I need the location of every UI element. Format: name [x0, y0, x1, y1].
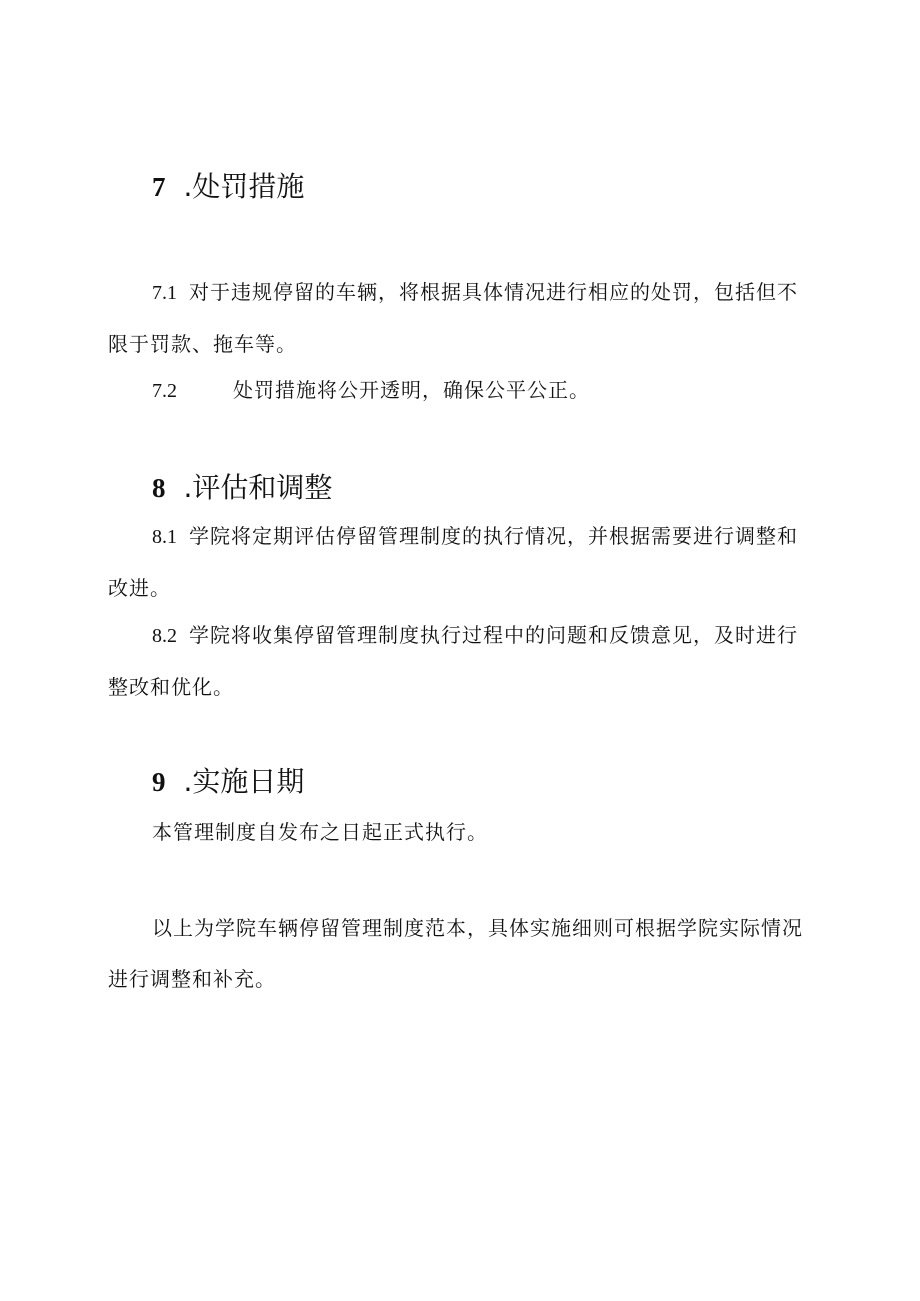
- clause-7-1: [108, 267, 808, 370]
- closing-text: 以上为学院车辆停留管理制度范本，具体实施细则可根据学院实际情况进行调整和补充。: [108, 916, 803, 991]
- section-7-heading: [152, 170, 304, 204]
- section-9-number: 9: [152, 767, 166, 797]
- section-7-title: .处罚措施: [183, 170, 305, 203]
- clause-7-2-text: 处罚措施将公开透明，确保公平公正。: [233, 378, 590, 402]
- closing-paragraph: [108, 903, 808, 1005]
- clause-8-1-number: 8.1: [152, 526, 177, 548]
- section-8-heading: [152, 471, 332, 505]
- clause-8-1-text: 学院将定期评估停留管理制度的执行情况，并根据需要进行调整和改进。: [108, 524, 798, 600]
- section-9-heading: [152, 765, 304, 799]
- section-9-body-text: 本管理制度自发布之日起正式执行。: [152, 820, 488, 844]
- clause-8-2-text: 学院将收集停留管理制度执行过程中的问题和反馈意见，及时进行整改和优化。: [108, 623, 798, 699]
- clause-8-2-number: 8.2: [152, 625, 177, 647]
- clause-7-2-number: 7.2: [152, 380, 177, 402]
- section-8-title: .评估和调整: [183, 471, 333, 504]
- clause-8-2: [108, 610, 808, 713]
- section-9-title: .实施日期: [183, 765, 305, 798]
- clause-7-1-text: 对于违规停留的车辆，将根据具体情况进行相应的处罚，包括但不限于罚款、拖车等。: [108, 280, 798, 356]
- clause-7-2: [108, 365, 808, 417]
- clause-8-1: [108, 511, 808, 614]
- section-8-number: 8: [152, 473, 166, 503]
- section-9-body: [108, 807, 808, 858]
- clause-7-1-number: 7.1: [152, 282, 177, 304]
- section-7-number: 7: [152, 172, 166, 202]
